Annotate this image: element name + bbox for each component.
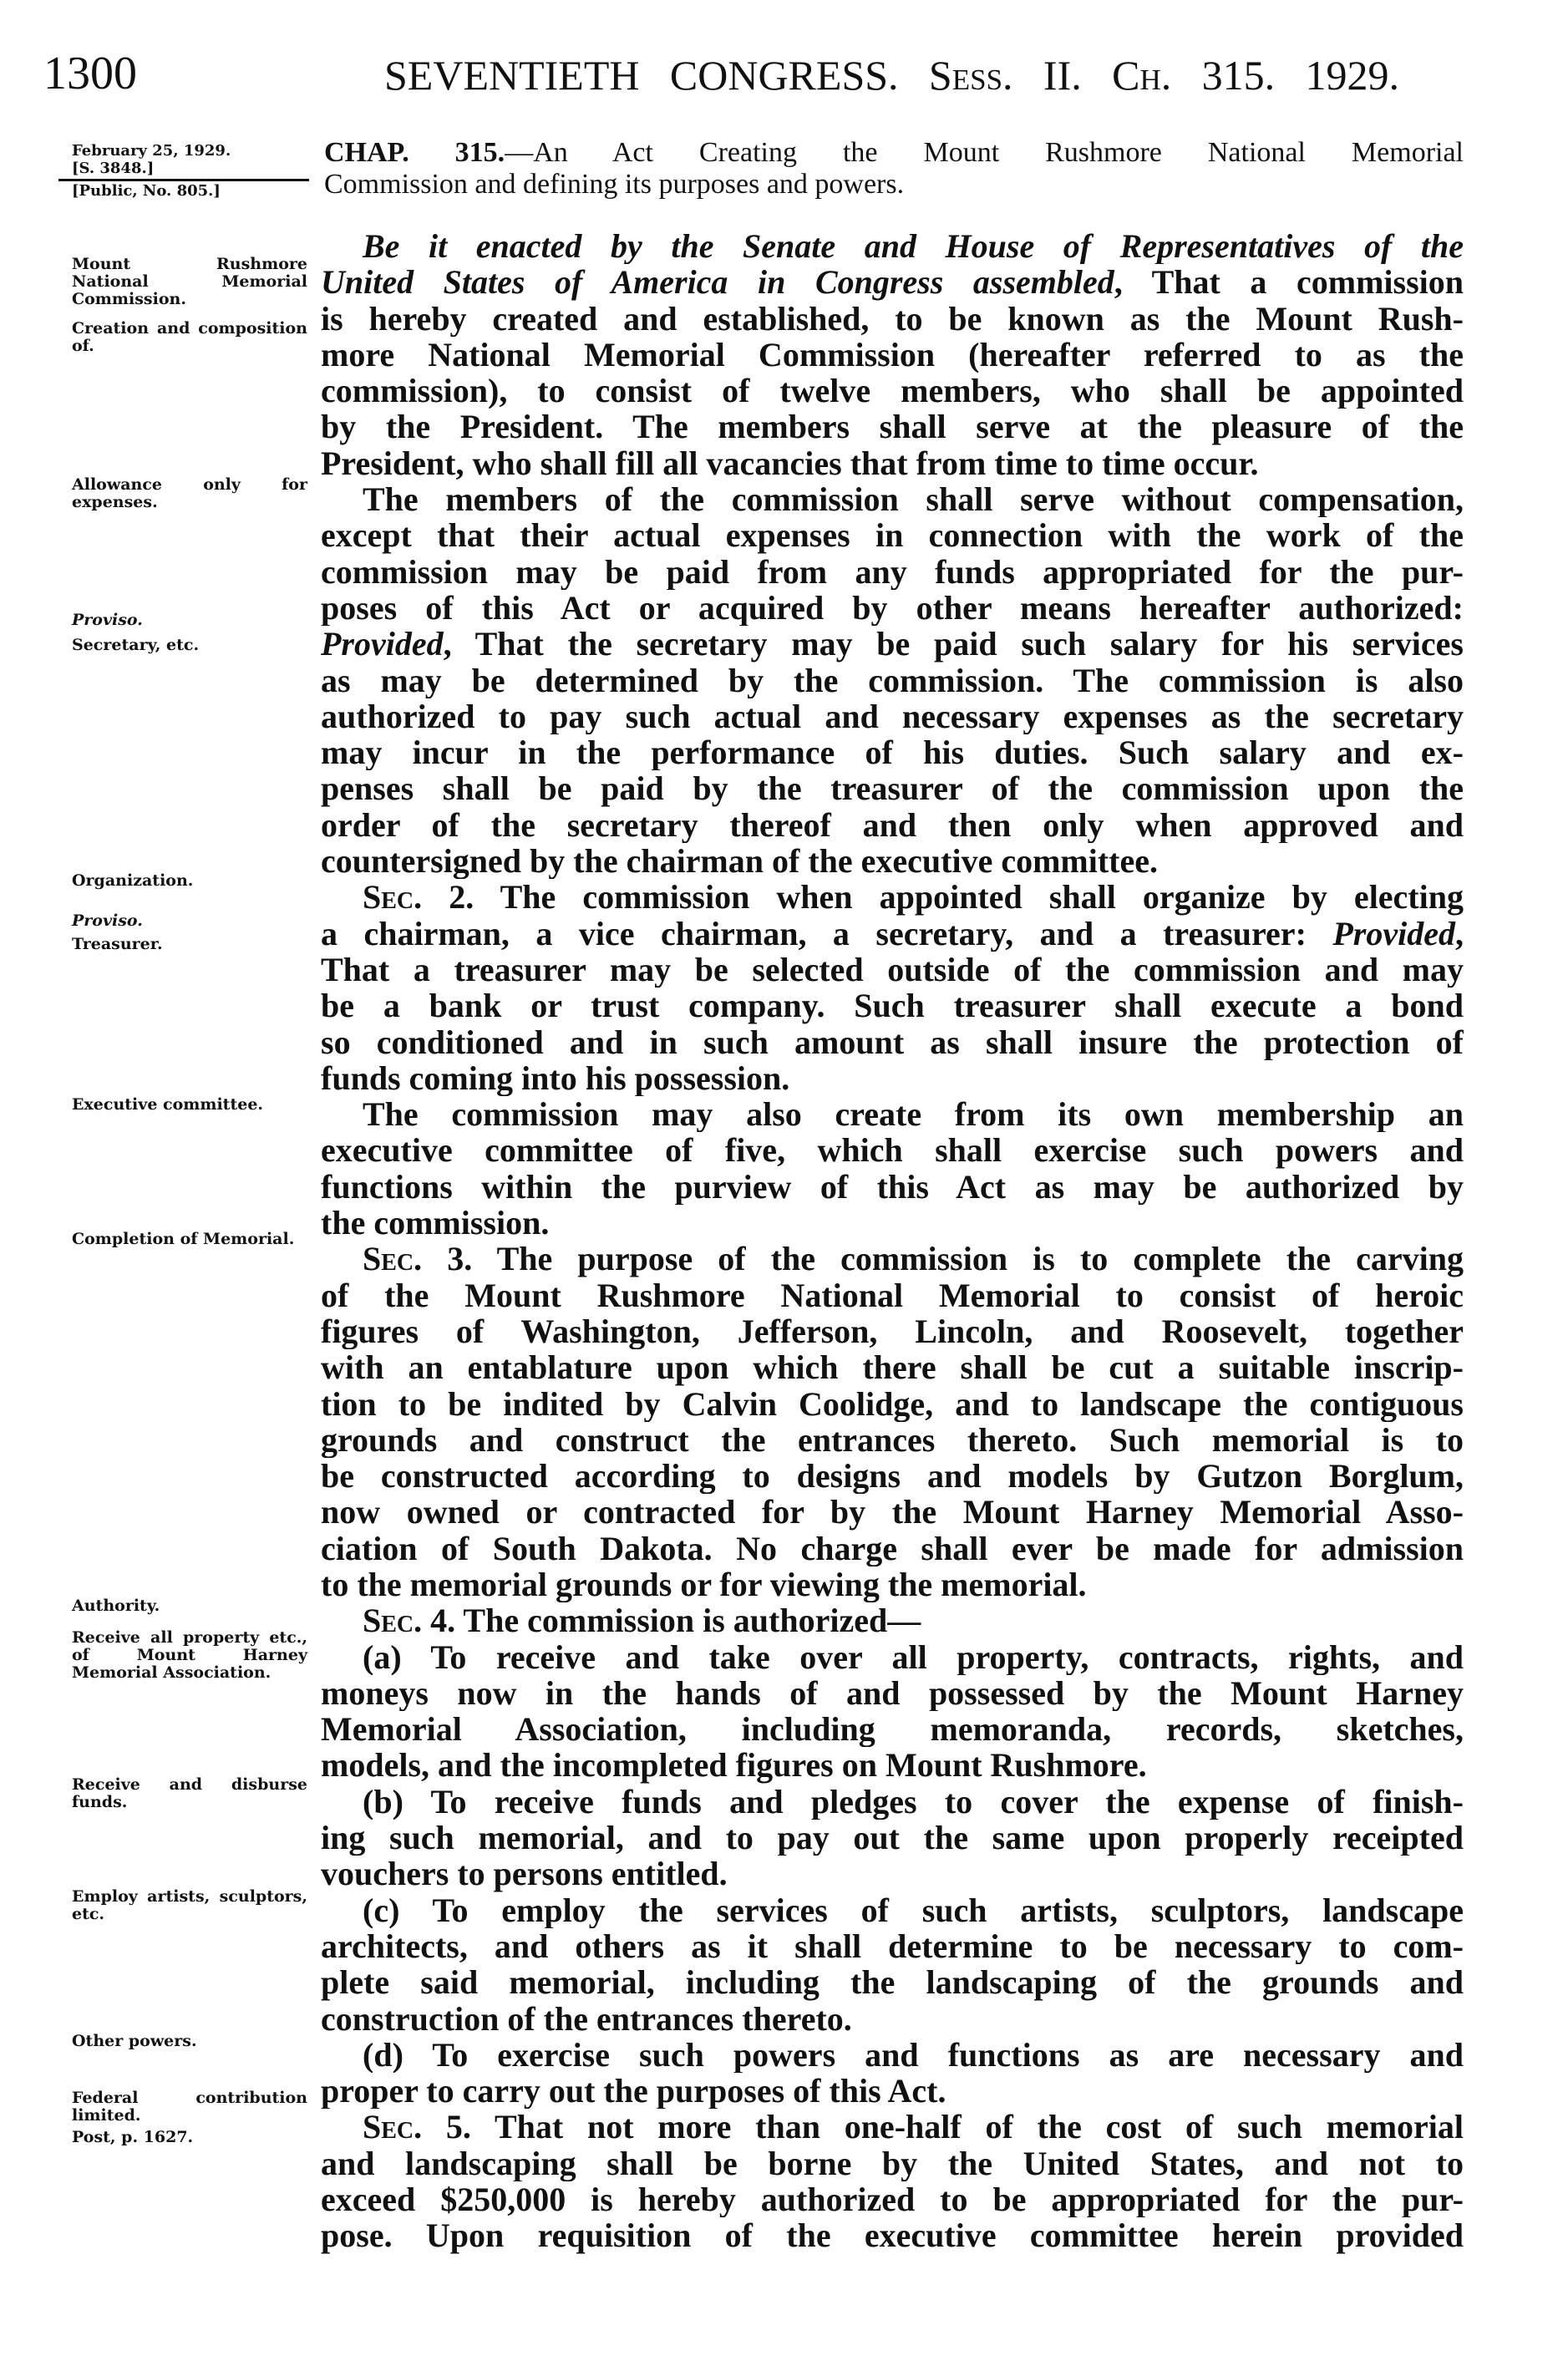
text-run: tion to be indited by Calvin Coolidge, and to landscape the contiguous [321, 1385, 1464, 1422]
margin-note: Receive and disburse funds. [72, 1775, 307, 1811]
body-line [321, 1747, 1464, 1783]
text-run: with an entablature upon which there shall be cut a suitable inscrip- [321, 1349, 1464, 1386]
section-label: Sec. [363, 1241, 423, 1277]
body-line [321, 1784, 1464, 1820]
body-line [321, 1458, 1464, 1494]
text-run: The members of the commission shall serve without compensation, [363, 481, 1464, 518]
section-label: Sec. [363, 1602, 423, 1639]
text-run: models, and the incompleted figures on Mount Rushmore. [321, 1747, 1147, 1784]
body-line [321, 1132, 1464, 1168]
text-run: plete said memorial, including the landscaping of the grounds and [321, 1964, 1464, 2001]
text-run: 2. The commission when appointed shall organize by electing [422, 879, 1464, 916]
margin-note: Federal contribution limited. [72, 2089, 307, 2125]
margin-note: Other powers. [72, 2032, 197, 2050]
text-run: President, who shall fill all vacancies that from time to time occur. [321, 444, 1259, 482]
citation-rule [58, 179, 309, 181]
body-line [321, 2073, 1464, 2109]
text-run: commission), to consist of twelve members, who shall be appointed [321, 373, 1464, 409]
chapter-title-1: —An Act Creating the Mount Rushmore National Memorial [505, 137, 1464, 168]
text-run: authorized to pay such actual and necessary expenses as the secretary [321, 698, 1464, 735]
body-line [321, 1277, 1464, 1313]
text-run: penses shall be paid by the treasurer of the commission upon the [321, 770, 1464, 807]
italic-text: Provided [321, 626, 444, 663]
margin-note: Mount Rushmore National Memorial Commission. [72, 255, 307, 308]
text-run: as may be determined by the commission. The commission is also [321, 662, 1464, 698]
text-run: is hereby created and established, to be known as the Mount Rush- [321, 300, 1464, 337]
text-run: (a) To receive and take over all property, contracts, rights, and [363, 1638, 1464, 1675]
body-line [321, 2181, 1464, 2217]
text-run: figures of Washington, Jefferson, Lincoln, and Roosevelt, together [321, 1313, 1464, 1350]
running-head: SEVENTIETH CONGRESS. Sess. II. Ch. 315. 1929. [384, 52, 1399, 99]
section-label: Sec. [363, 879, 423, 916]
chapter-label: CHAP. 315. [324, 137, 505, 168]
body-line [321, 228, 1464, 264]
text-run: That a treasurer may be selected outside of the commission and may [321, 951, 1464, 988]
chapter-title-line: Commission and defining its purposes and powers. [324, 169, 905, 200]
text-run: pose. Upon requisition of the executive committee herein provided [321, 2217, 1464, 2254]
margin-note: Completion of Memorial. [72, 1230, 295, 1248]
text-run: architects, and others as it shall determine to be necessary to com- [321, 1927, 1464, 1965]
margin-note: Secretary, etc. [72, 636, 200, 654]
text-run: functions within the purview of this Act as may be authorized by [321, 1168, 1464, 1206]
text-run: more National Memorial Commission (hereafter referred to as the [321, 336, 1464, 373]
body-line [321, 1205, 1464, 1241]
body-line [321, 734, 1464, 770]
body-line [321, 988, 1464, 1023]
body-line [321, 916, 1464, 952]
text-run: poses of this Act or acquired by other means hereafter authorized: [321, 589, 1464, 627]
body-line [321, 1602, 1464, 1638]
text-run: , That a commission [1114, 264, 1464, 301]
text-run: The commission may also create from its own membership an [363, 1096, 1464, 1133]
text-run: except that their actual expenses in connection with the work of the [321, 517, 1464, 554]
body-line [321, 1531, 1464, 1566]
body-line [321, 554, 1464, 590]
body-line [321, 2145, 1464, 2181]
text-run: funds coming into his possession. [321, 1059, 790, 1097]
margin-note: Creation and composition of. [72, 319, 307, 355]
body-line [321, 481, 1464, 517]
text-run: construction of the entrances thereto. [321, 2000, 852, 2037]
body-line [321, 879, 1464, 915]
text-run: and landscaping shall be borne by the United States, and not to [321, 2145, 1464, 2182]
italic-text: Provided [1332, 915, 1455, 952]
margin-note: Post, p. 1627. [72, 2128, 194, 2146]
body-line [321, 1313, 1464, 1349]
text-run: exceed $250,000 is hereby authorized to be appropriated for the pur- [321, 2181, 1464, 2218]
text-run: order of the secretary thereof and then only when approved and [321, 806, 1464, 844]
body-line [321, 1639, 1464, 1675]
text-run: commission may be paid from any funds appropriated for the pur- [321, 553, 1464, 590]
body-line [321, 2037, 1464, 2073]
body-line [321, 1349, 1464, 1385]
text-run: so conditioned and in such amount as shall insure the protection of [321, 1023, 1464, 1060]
margin-note: Proviso. [72, 911, 143, 930]
citation-date: February 25, 1929. [72, 142, 231, 160]
italic-text: United States of America in Congress assembled [321, 264, 1114, 301]
body-line [321, 1422, 1464, 1458]
body-line [321, 1566, 1464, 1602]
body-line [321, 373, 1464, 409]
citation-bill: [S. 3848.] [72, 160, 155, 177]
text-run: , [1455, 915, 1464, 952]
margin-note: Authority. [72, 1597, 160, 1615]
text-run: proper to carry out the purposes of this Act. [321, 2073, 946, 2110]
body-line [321, 952, 1464, 988]
section-label: Sec. [363, 2109, 423, 2145]
text-run: executive committee of five, which shall exercise such powers and [321, 1132, 1464, 1169]
body-line [321, 2217, 1464, 2253]
chapter-title-line [324, 137, 1464, 169]
margin-note: Executive committee. [72, 1095, 264, 1114]
text-run: of the Mount Rushmore National Memorial to consist of heroic [321, 1277, 1464, 1313]
text-run: grounds and construct the entrances thereto. Such memorial is to [321, 1421, 1464, 1459]
body-line [321, 1241, 1464, 1277]
body-line [321, 698, 1464, 734]
text-run: , That the secretary may be paid such salary for his services [443, 626, 1464, 663]
body-line [321, 517, 1464, 553]
body-line [321, 1928, 1464, 1964]
body-line [321, 1494, 1464, 1530]
body-line [321, 409, 1464, 444]
body-line [321, 445, 1464, 481]
body-line [321, 337, 1464, 373]
body-line [321, 2109, 1464, 2145]
margin-note: Allowance only for expenses. [72, 475, 307, 511]
text-run: by the President. The members shall serve at the pleasure of the [321, 409, 1464, 445]
margin-note: Treasurer. [72, 935, 163, 953]
body-line [321, 1675, 1464, 1711]
margin-note: Organization. [72, 871, 194, 890]
body-line [321, 1060, 1464, 1096]
text-run: countersigned by the chairman of the executive committee. [321, 843, 1158, 880]
text-run: ing such memorial, and to pay out the same upon properly receipted [321, 1820, 1464, 1856]
text-run: (d) To exercise such powers and functions as are necessary and [363, 2036, 1464, 2074]
text-run: now owned or contracted for by the Mount Harney Memorial Asso- [321, 1494, 1464, 1531]
text-run: moneys now in the hands of and possessed by the Mount Harney [321, 1674, 1464, 1712]
body-line [321, 807, 1464, 843]
body-line [321, 1024, 1464, 1060]
text-run: vouchers to persons entitled. [321, 1856, 728, 1892]
text-run: 3. The purpose of the commission is to complete the carving [422, 1241, 1464, 1277]
italic-text: Be it enacted by the Senate and House of Representatives of the [363, 228, 1464, 265]
body-line [321, 1964, 1464, 2000]
body-line [321, 264, 1464, 300]
text-run: 5. That not more than one-half of the cost of such memorial [422, 2109, 1464, 2145]
body-line [321, 1096, 1464, 1132]
body-line [321, 626, 1464, 662]
text-run: a chairman, a vice chairman, a secretary, and a treasurer: [321, 915, 1333, 952]
text-run: (c) To employ the services of such artists, sculptors, landscape [363, 1891, 1464, 1928]
margin-note: Receive all property etc., of Mount Harney Memorial Association. [72, 1628, 307, 1682]
body-line [321, 1711, 1464, 1747]
text-run: may incur in the performance of his duties. Such salary and ex- [321, 734, 1464, 771]
margin-note: Employ artists, sculptors, etc. [72, 1887, 307, 1923]
body-line [321, 1856, 1464, 1891]
margin-note: Proviso. [72, 611, 143, 629]
text-run: ciation of South Dakota. No charge shall ever be made for admission [321, 1530, 1464, 1566]
body-line [321, 663, 1464, 698]
body-line [321, 770, 1464, 806]
chapter-heading [324, 137, 1464, 201]
text-run: the commission. [321, 1205, 550, 1241]
body-line [321, 1386, 1464, 1422]
act-body-text [321, 228, 1464, 2254]
text-run: 4. The commission is authorized— [422, 1602, 921, 1639]
text-run: Memorial Association, including memoranda, records, sketches, [321, 1711, 1464, 1748]
body-line [321, 1169, 1464, 1205]
page-number: 1300 [43, 48, 137, 99]
body-line [321, 2001, 1464, 2037]
body-line [321, 1892, 1464, 1928]
text-run: be constructed according to designs and models by Gutzon Borglum, [321, 1458, 1464, 1495]
body-line [321, 843, 1464, 879]
body-line [321, 1820, 1464, 1856]
text-run: (b) To receive funds and pledges to cover the expense of finish- [363, 1783, 1464, 1820]
text-run: be a bank or trust company. Such treasurer shall execute a bond [321, 988, 1464, 1024]
citation-public-number: [Public, No. 805.] [72, 182, 221, 200]
body-line [321, 590, 1464, 626]
text-run: to the memorial grounds or for viewing the memorial. [321, 1566, 1087, 1603]
body-line [321, 301, 1464, 337]
